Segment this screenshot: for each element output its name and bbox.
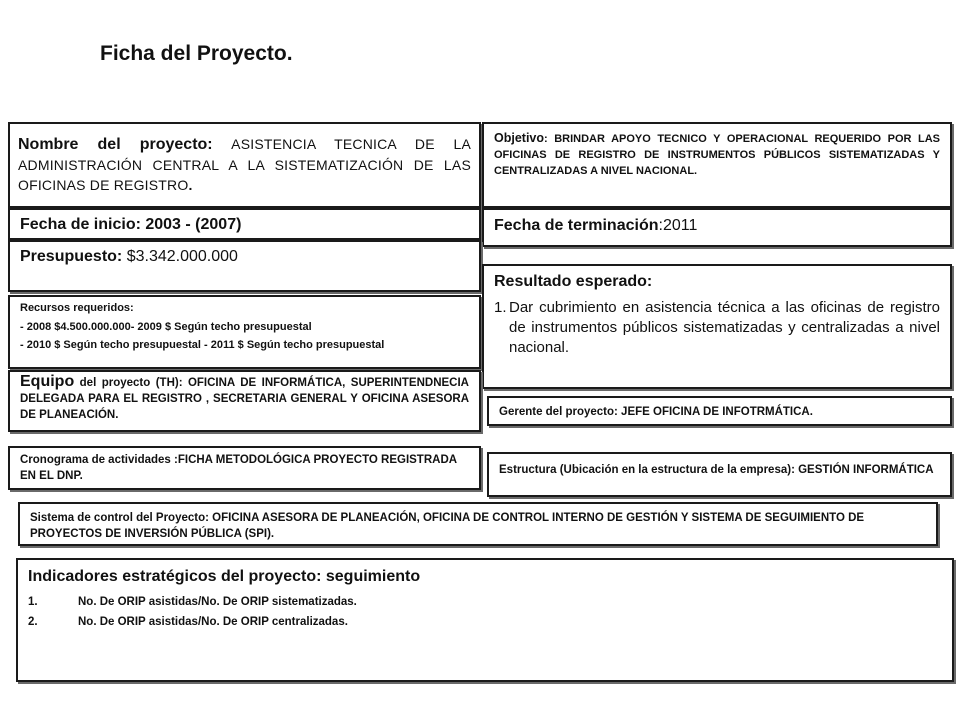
manager-text: Gerente del proyecto: JEFE OFICINA DE INFOTRMÁTICA.: [499, 406, 813, 418]
schedule-box: [8, 446, 481, 490]
list-item-text: No. De ORIP asistidas/No. De ORIP sistematizadas.: [78, 596, 357, 608]
resources-line: - 2010 $ Según techo presupuestal - 2011 $ Según techo presupuestal: [20, 339, 385, 351]
end-date-value: :2011: [658, 217, 698, 234]
start-date-box: [8, 208, 481, 240]
project-name-value: ASISTENCIA TECNICA DE LA ADMINISTRACIÓN CENTRAL A LA SISTEMATIZACIÓN DE LAS OFICINAS DE REGISTRO: [18, 136, 472, 193]
expected-result-label: Resultado esperado:: [494, 273, 653, 290]
project-name-box: [8, 122, 481, 208]
project-name-label: Nombre del proyecto:: [18, 136, 213, 153]
list-item-number: 1.: [28, 596, 38, 608]
page-title: Ficha del Proyecto.: [100, 42, 293, 65]
list-item: [28, 592, 942, 612]
structure-box: [487, 452, 952, 497]
objective-text: : BRINDAR APOYO TECNICO Y OPERACIONAL REQUERIDO POR LAS OFICINAS DE REGISTRO DE INSTRUMENTOS PÚBLICOS SISTEMATIZADAS Y CENTRALIZADAS A NIVEL NACIONAL.: [494, 133, 940, 177]
team-text: del proyecto (TH): OFICINA DE INFORMÁTICA, SUPERINTENDNECIA DELEGADA PARA EL REGISTRO , SECRETARIA GENERAL Y OFICINA ASESORA DE PLANEACIÓN.: [20, 377, 469, 421]
team-box: [8, 370, 481, 432]
expected-result-box: [482, 264, 952, 389]
start-date-text: Fecha de inicio: 2003 - (2007): [20, 216, 242, 233]
list-item-number: 1.: [494, 299, 507, 316]
objective-box: [482, 122, 952, 208]
schedule-text: Cronograma de actividades :FICHA METODOLÓGICA PROYECTO REGISTRADA EN EL DNP.: [20, 454, 457, 482]
indicators-label: Indicadores estratégicos del proyecto: seguimiento: [28, 568, 421, 585]
structure-text: Estructura (Ubicación en la estructura de la empresa): GESTIÓN INFORMÁTICA: [499, 464, 934, 476]
budget-label: Presupuesto:: [20, 248, 123, 265]
list-item: [494, 298, 940, 358]
control-system-text: Sistema de control del Proyecto: OFICINA ASESORA DE PLANEACIÓN, OFICINA DE CONTROL INTERNO DE GESTIÓN Y SISTEMA DE SEGUIMIENTO DE PROYECTOS DE INVERSIÓN PÚBLICA (SPI).: [30, 512, 865, 540]
budget-value: $3.342.000.000: [122, 248, 238, 265]
resources-box: [8, 295, 481, 369]
list-item-number: 2.: [28, 616, 38, 628]
resources-label: Recursos requeridos:: [20, 302, 134, 314]
team-label: Equipo: [20, 373, 75, 390]
control-system-box: [18, 502, 938, 546]
resources-line: - 2008 $4.500.000.000- 2009 $ Según techo presupuestal: [20, 321, 312, 333]
end-date-box: [482, 208, 952, 247]
objective-label: Objetivo: [494, 131, 545, 145]
budget-box: [8, 240, 481, 292]
project-name-period: .: [188, 177, 193, 193]
manager-box: [487, 396, 952, 426]
end-date-label: Fecha de terminación: [494, 217, 659, 234]
indicators-box: [16, 558, 954, 682]
list-item-text: No. De ORIP asistidas/No. De ORIP centralizadas.: [78, 616, 348, 628]
list-item-text: Dar cubrimiento en asistencia técnica a las oficinas de registro de instrumentos públicos sistematizadas y centralizadas a nivel nacional.: [509, 299, 940, 356]
list-item: [28, 612, 942, 632]
